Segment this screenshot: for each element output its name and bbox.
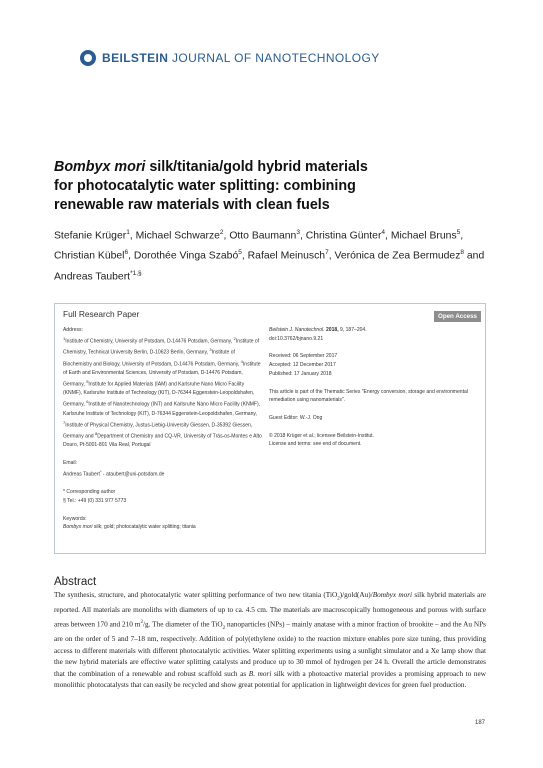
doi-link[interactable]: doi:10.3762/bjnano.9.21 xyxy=(269,335,324,342)
affiliation-text: Institute of Earth and Environmental Sciences, University of Potsdam, D-14476 Potsdam, Germany, xyxy=(63,361,261,388)
affiliation-number: 8 xyxy=(94,431,98,436)
journal-logo-icon xyxy=(80,50,96,66)
author: Michael Schwarze xyxy=(135,230,220,242)
keywords: Bombyx mori silk; gold; photocatalytic water splitting; titania xyxy=(63,524,196,531)
abstract-text: The synthesis, structure, and photocatalytic water splitting performance of two new titania (TiO$_2$)/gold(Au)/Bombyx mori silk hybrid materials are reported. All materials are monoliths with diameters of up to ca. 4.5 cm. The materials are macroscopically homogeneous and porous with surface areas between 170 and 210 $m^2/g$. The diameter of the TiO$_2$ nanoparticles (NPs) – mainly anatase with a minor fraction of brookite – and the Au NPs are on the order of 5 and 7–18 nm, respectively. Addition of poly(ethylene oxide) to the reaction mixture enables pore size tuning, thus providing access to different materials with different photocatalytic activities. Water splitting experiments using a sunlight simulator and a Xe lamp show that the new hybrid materials are effective water splitting catalysts and produce up to 30 mmol of hydrogen per 24 h. Overall the article demonstrates that the combination of a renewable and robust scaffold such as B. mori silk with a photoactive material provides a promising approach to new monolithic photocatalysts that can easily be recycled and show great potential for application in lightweight devices for green fuel production. xyxy=(54,591,487,690)
telephone: § Tel.: +49 (0) 331 977 5773 xyxy=(63,497,127,504)
affiliation-number: 5 xyxy=(86,379,89,384)
affiliations xyxy=(63,335,263,450)
author: Andreas Taubert xyxy=(54,271,131,283)
affiliation-text: Institute of Chemistry, University of Potsdam, D-14476 Potsdam, Germany, xyxy=(65,338,234,345)
address-label: Address: xyxy=(63,327,83,333)
author-separator: , xyxy=(460,230,464,242)
author-affiliation-mark: 2 xyxy=(219,229,224,236)
author-affiliation-mark: *1,§ xyxy=(130,269,142,277)
keywords-label: Keywords: xyxy=(63,515,87,522)
affiliation-text: Institute of Chemistry, Technical University Berlin, D-10623 Berlin, Germany, xyxy=(63,338,260,356)
email-line: Andreas Taubert* - ataubert@uni-potsdam.de xyxy=(63,468,165,478)
author: Dorothée Vinga Szabó xyxy=(133,250,239,262)
author: Christian Kübel xyxy=(54,250,125,262)
author-affiliation-mark: 6 xyxy=(124,249,129,257)
affiliation-text: Institute of Biochemistry and Biology, University of Potsdam, D-14476 Potsdam, Germany, xyxy=(63,349,241,368)
accepted-date: Accepted: 12 December 2017 xyxy=(269,362,336,369)
affiliation-number: 3 xyxy=(209,347,212,353)
author-separator: , xyxy=(223,230,230,242)
affiliation-number: 1 xyxy=(63,335,66,341)
author-separator: , xyxy=(129,230,136,242)
published-date: Published: 17 January 2018 xyxy=(269,370,332,377)
affiliation-text: Institute of Nanotechnology (INT) and Karlsruhe Nano Micro Facility (KNMF), Karlsruhe Institute of Technology (KIT), D-76344 Eggenstein-Leopoldshafen, Germany, xyxy=(63,401,261,417)
page-number: 187 xyxy=(475,720,486,726)
info-left-column xyxy=(63,326,263,532)
guest-editor: Guest Editor: W.-J. Ong xyxy=(269,414,323,421)
email-link[interactable]: - ataubert@uni-potsdam.de xyxy=(101,471,165,478)
affiliation-number: 4 xyxy=(240,358,243,364)
affiliation-number: 6 xyxy=(86,399,89,405)
author: Otto Baumann xyxy=(229,230,297,242)
article-type: Full Research Paper xyxy=(63,309,140,319)
affiliation-number: 7 xyxy=(63,419,66,425)
journal-header xyxy=(80,50,380,66)
author: Christina Günter xyxy=(305,230,382,242)
author-separator: and xyxy=(464,250,485,262)
abstract-heading: Abstract xyxy=(54,576,97,588)
author-affiliation-mark: 4 xyxy=(381,229,386,236)
author-affiliation-mark: 1 xyxy=(126,229,130,236)
author-separator: , xyxy=(128,250,134,262)
author-separator: , xyxy=(385,230,391,242)
author: Stefanie Krüger xyxy=(54,230,127,242)
corresponding-author: * Corresponding author xyxy=(63,489,116,496)
copyright: © 2018 Krüger et al.; licensee Beilstein-Institut. xyxy=(269,432,374,439)
author-affiliation-mark: 8 xyxy=(460,249,465,257)
author-list xyxy=(54,224,494,285)
author: Michael Bruns xyxy=(390,230,457,242)
affiliation-text: Institute for Applied Materials (IAM) and Karlsruhe Nano Micro Facility (KNMF), Karlsruhe Institute of Technology (KIT), D-76344 Eggenstein-Leopoldshafen, Germany, xyxy=(63,381,255,408)
author-separator: , xyxy=(241,250,248,262)
author-affiliation-mark: 3 xyxy=(296,229,300,236)
article-title: Bombyx mori silk/titania/gold hybrid materials for photocatalytic water splitting: combining renewable raw materials with clean fuels xyxy=(54,159,368,213)
license: License and terms: see end of document. xyxy=(269,441,362,448)
article-info-box xyxy=(54,303,486,554)
received-date: Received: 06 September 2017 xyxy=(269,353,338,360)
email-label: Email: xyxy=(63,460,78,467)
author-affiliation-mark: 5 xyxy=(238,249,242,257)
open-access-badge: Open Access xyxy=(434,311,481,322)
author: Verónica de Zea Bermudez xyxy=(334,250,461,262)
author-separator: , xyxy=(328,250,335,262)
thematic-series: This article is part of the Thematic Series "Energy conversion, storage and environmental remediation using nanomaterials". xyxy=(269,388,468,404)
affiliation-text: Institute of Physical Chemistry, Justus-Liebig-University Giessen, D-35392 Giessen, Germany and xyxy=(63,422,253,440)
affiliation-text: Department of Chemistry and CQ-VR, University of Trás-os-Montes e Alto Douro, Pt-5001-801 Vila Real, Portugal xyxy=(63,433,262,449)
author-affiliation-mark: 5 xyxy=(456,229,461,236)
author: Rafael Meinusch xyxy=(247,250,326,262)
journal-name: BEILSTEIN JOURNAL OF NANOTECHNOLOGY xyxy=(102,51,380,65)
info-right-column xyxy=(269,326,479,449)
author-separator: , xyxy=(299,230,306,242)
affiliation-number: 2 xyxy=(233,335,236,341)
author-affiliation-mark: 7 xyxy=(325,249,329,257)
citation: Beilstein J. Nanotechnol. 2018, 9, 187–204. xyxy=(269,327,367,333)
